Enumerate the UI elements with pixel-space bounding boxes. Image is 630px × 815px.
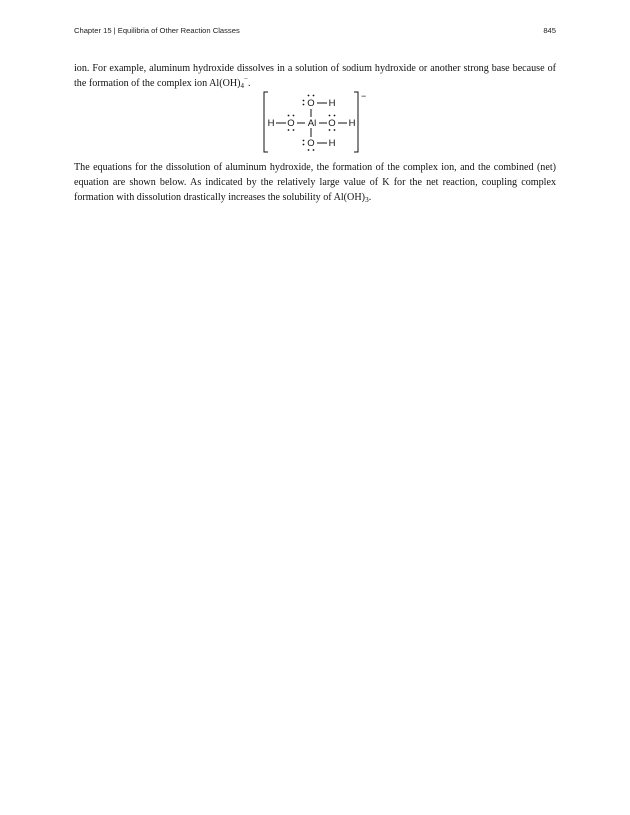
paragraph-text: The equations for the dissolution of aluminum hydroxide, the formation of the complex ion, and the combined (net) equation are shown below. As indicated by the relatively large value of K for the net reaction, coupling complex formation with dissolution drastically increases the solubility of Al(OH): [74, 162, 556, 203]
running-header: [74, 26, 556, 38]
atom-h-top: H: [328, 98, 336, 109]
formula-base: Al(OH): [209, 78, 241, 89]
atom-h-right: H: [348, 118, 356, 129]
formula-subscript: 3: [365, 195, 369, 204]
sentence-end: .: [368, 192, 372, 203]
atom-h-left: H: [267, 118, 275, 129]
paragraph-text: ion. For example, aluminum hydroxide dissolves in a solution of sodium hydroxide or another strong base because of the formation of the complex ion: [74, 63, 556, 89]
ion-charge: −: [361, 91, 367, 101]
chapter-title: Chapter 15 | Equilibria of Other Reaction Classes: [74, 26, 240, 35]
paragraph-complex-ion: [74, 61, 556, 91]
atom-o-bottom: O: [307, 138, 315, 149]
atom-al: Al: [307, 118, 317, 129]
formula-subscript: 4: [240, 82, 245, 90]
sentence-end: .: [247, 78, 251, 89]
complex-ion-formula: [209, 75, 248, 90]
page-number: 845: [543, 26, 556, 35]
paragraph-equations-intro: [74, 160, 556, 205]
atom-o-right: O: [328, 118, 336, 129]
atom-o-left: O: [287, 118, 295, 129]
atom-h-bottom: H: [328, 138, 336, 149]
formula-charge: −: [244, 75, 248, 83]
lewis-structure-aluminate: [258, 89, 376, 155]
atom-o-top: O: [307, 98, 315, 109]
